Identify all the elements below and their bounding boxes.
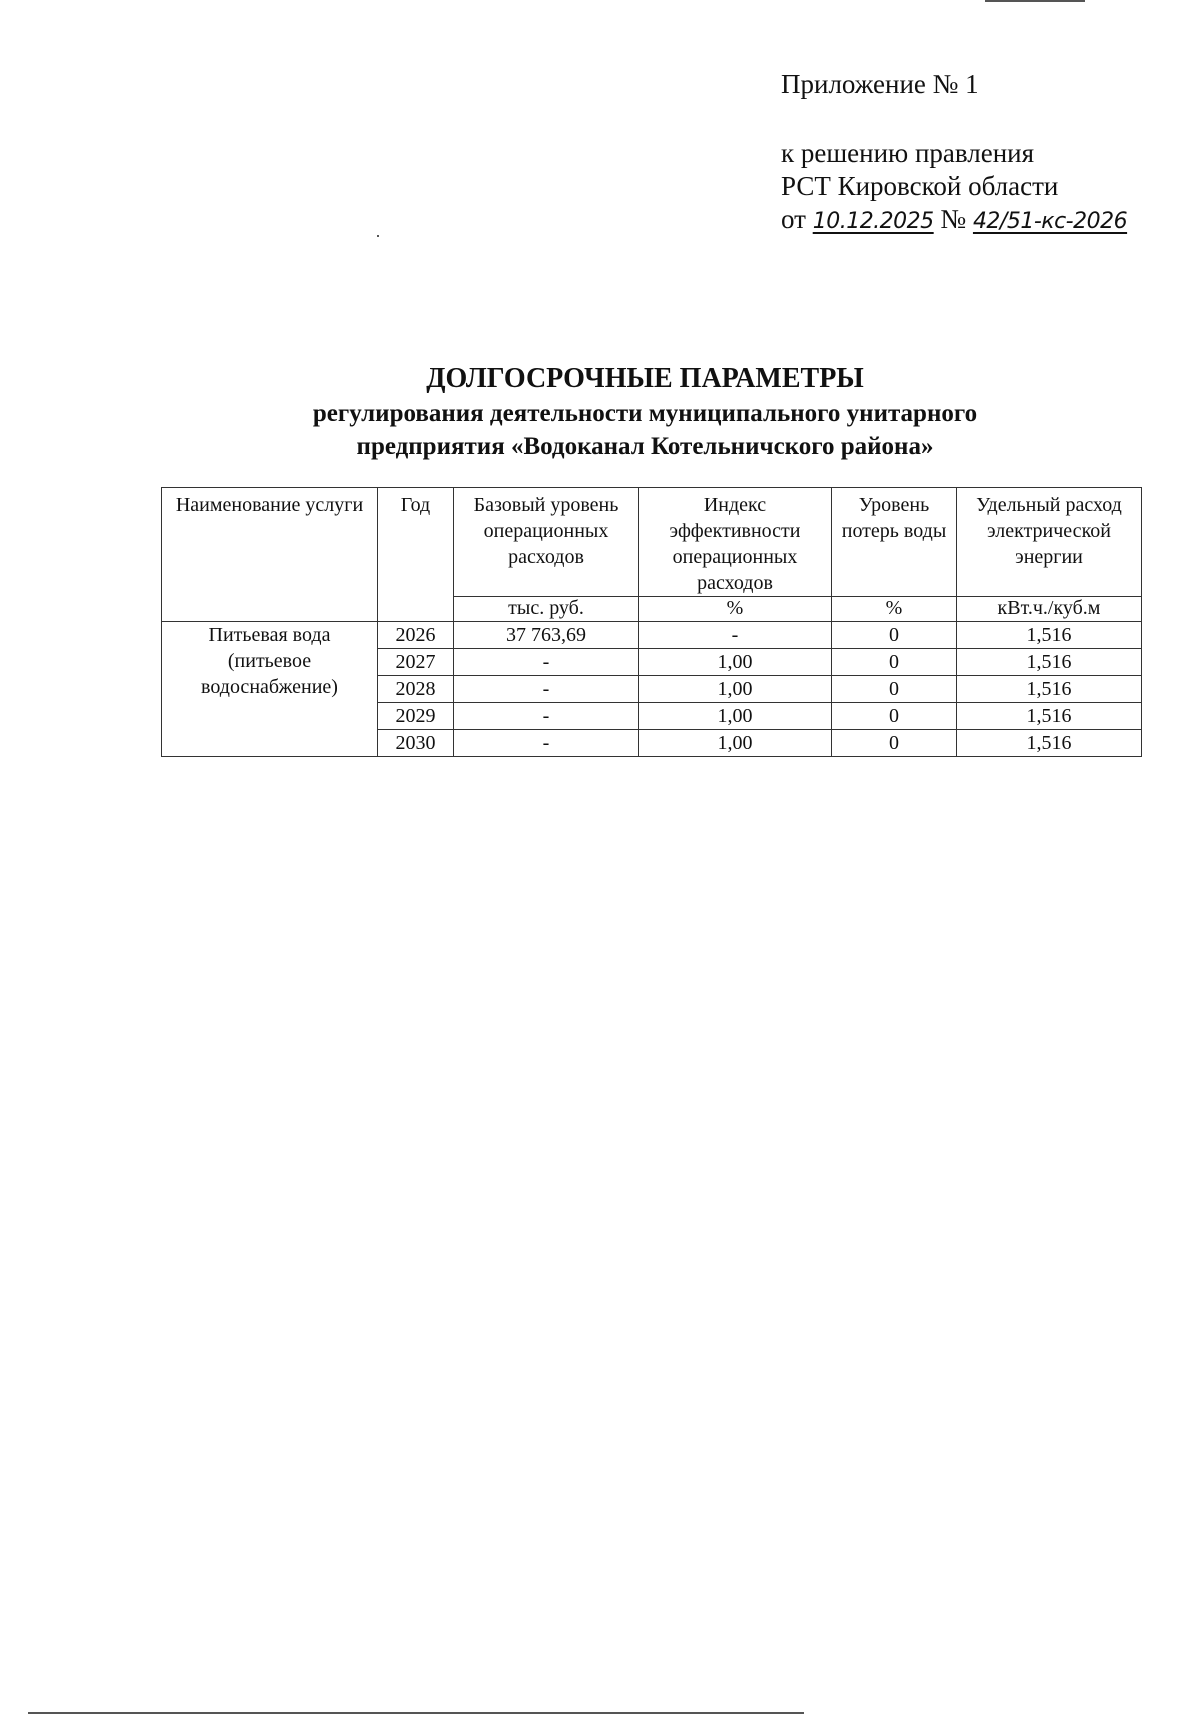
- number-sign: №: [940, 204, 967, 234]
- cell-base-level: -: [454, 703, 639, 730]
- handwritten-number: 42/51-кс-2026: [972, 209, 1128, 234]
- cell-water-loss: 0: [832, 649, 957, 676]
- service-name: Питьевая вода (питьевое водоснабжение): [162, 622, 378, 757]
- appendix-date-line: [781, 203, 1127, 238]
- cell-energy-consumption: 1,516: [957, 730, 1142, 757]
- date-prefix: от: [781, 204, 806, 234]
- header-service: Наименование услуги: [162, 488, 378, 622]
- cell-efficiency-index: 1,00: [639, 730, 832, 757]
- scan-artifact-dot: [377, 235, 379, 237]
- parameters-table: [161, 487, 1142, 757]
- cell-base-level: -: [454, 730, 639, 757]
- document-subtitle-line1: регулирования деятельности муниципального унитарного: [312, 400, 978, 427]
- header-energy-consumption: Удельный расход электрической энергии: [957, 488, 1142, 597]
- unit-efficiency-index: %: [639, 597, 832, 622]
- cell-energy-consumption: 1,516: [957, 703, 1142, 730]
- cell-energy-consumption: 1,516: [957, 622, 1142, 649]
- cell-year: 2029: [378, 703, 454, 730]
- cell-base-level: 37 763,69: [454, 622, 639, 649]
- header-water-loss: Уровень потерь воды: [832, 488, 957, 597]
- document-title: ДОЛГОСРОЧНЫЕ ПАРАМЕТРЫ: [426, 363, 864, 394]
- cell-energy-consumption: 1,516: [957, 649, 1142, 676]
- handwritten-date: 10.12.2025: [812, 209, 934, 234]
- cell-year: 2026: [378, 622, 454, 649]
- appendix-authority: РСТ Кировской области: [781, 171, 1059, 201]
- appendix-block: [781, 68, 1127, 238]
- header-base-level: Базовый уровень операционных расходов: [454, 488, 639, 597]
- cell-water-loss: 0: [832, 703, 957, 730]
- scan-artifact-top: [985, 0, 1085, 2]
- header-efficiency-index: Индекс эффективности операционных расходов: [639, 488, 832, 597]
- cell-water-loss: 0: [832, 730, 957, 757]
- cell-efficiency-index: -: [639, 622, 832, 649]
- table-row: [162, 622, 1142, 649]
- cell-year: 2027: [378, 649, 454, 676]
- unit-water-loss: %: [832, 597, 957, 622]
- cell-base-level: -: [454, 676, 639, 703]
- cell-efficiency-index: 1,00: [639, 703, 832, 730]
- cell-water-loss: 0: [832, 622, 957, 649]
- table-header-row: [162, 488, 1142, 597]
- document-subtitle-line2: предприятия «Водоканал Котельничского района»: [356, 433, 934, 460]
- cell-efficiency-index: 1,00: [639, 649, 832, 676]
- cell-energy-consumption: 1,516: [957, 676, 1142, 703]
- scan-artifact-bottom-line: [28, 1712, 804, 1714]
- header-year: Год: [378, 488, 454, 622]
- appendix-decision: к решению правления: [781, 138, 1035, 168]
- cell-efficiency-index: 1,00: [639, 676, 832, 703]
- cell-year: 2030: [378, 730, 454, 757]
- appendix-title: Приложение № 1: [781, 69, 979, 99]
- cell-water-loss: 0: [832, 676, 957, 703]
- unit-base-level: тыс. руб.: [454, 597, 639, 622]
- cell-year: 2028: [378, 676, 454, 703]
- cell-base-level: -: [454, 649, 639, 676]
- unit-energy-consumption: кВт.ч./куб.м: [957, 597, 1142, 622]
